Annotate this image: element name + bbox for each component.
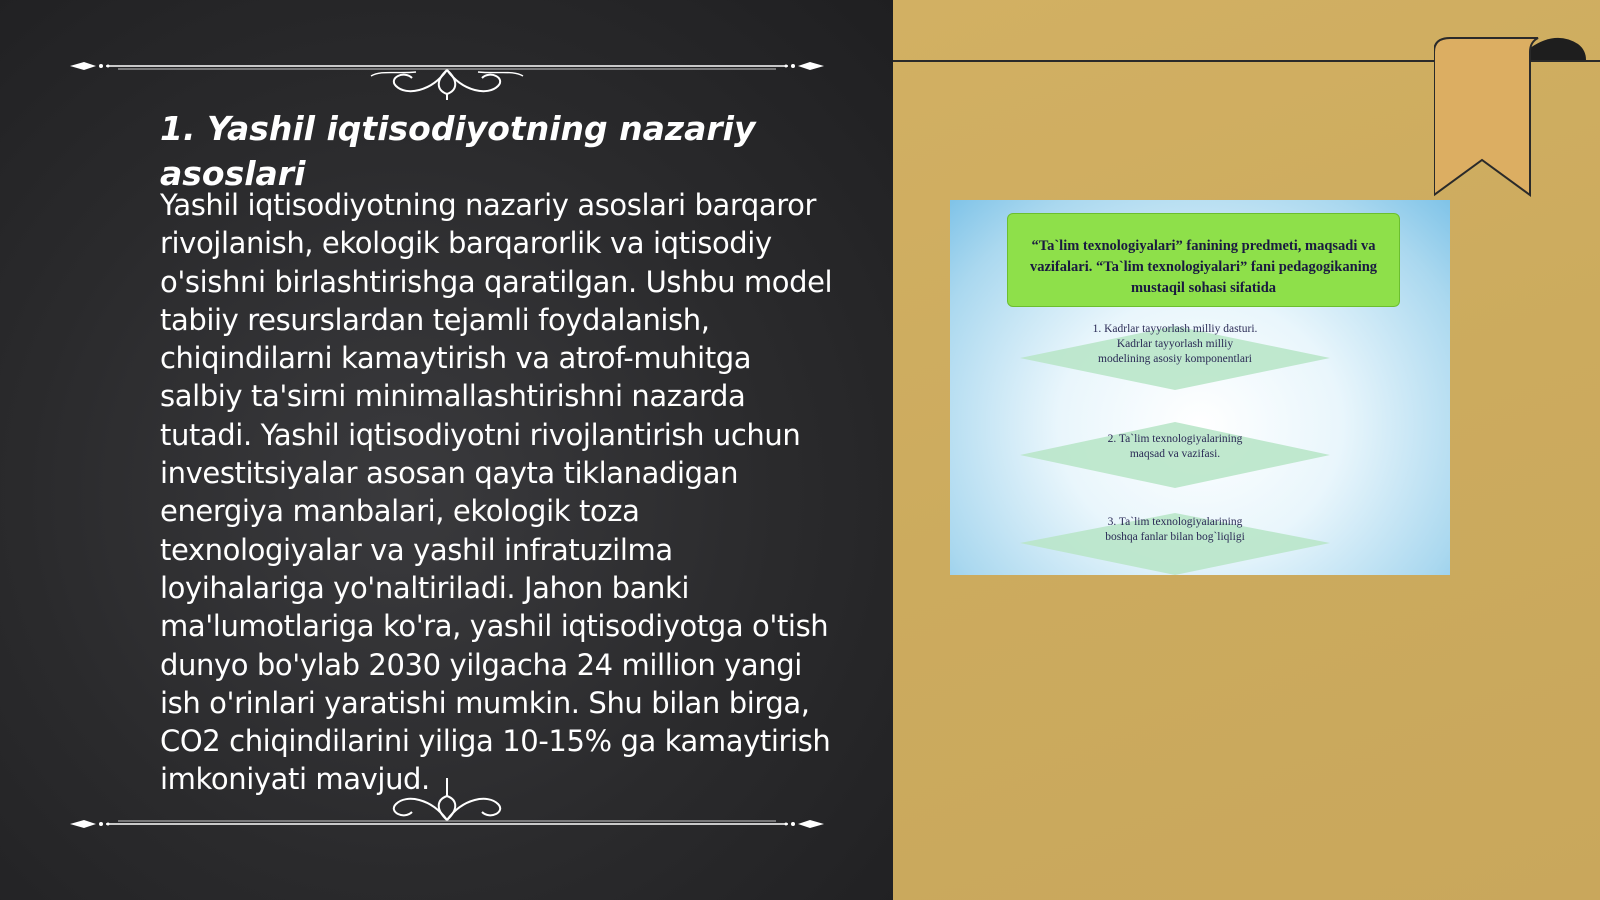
slide-body-text: Yashil iqtisodiyotning nazariy asoslari barqaror rivojlanish, ekologik barqarorlik va iqtisodiy o'sishni birlashtirishga qaratilgan. Ushbu model tabiiy resurslardan tejamli foydalanish, chiqindilarni kamaytirish va atrof-muhitga salbiy ta'sirni minimallashtirishni nazarda tutadi. Yashil iqtisodiyotni rivojlantirish uchun investitsiyalar asosan qayta tiklanadigan energiya manbalari, ekologik toza texnologiyalar va yashil infratuzilma loyihalariga yo'naltiriladi. Jahon banki ma'lumotlariga ko'ra, yashil iqtisodiyotga o'tish dunyo bo'ylab 2030 yilgacha 24 million yangi ish o'rinlari yaratishi mumkin. Shu bilan birga, CO2 chiqindilarini yiliga 10-15% ga kamaytirish imkoniyati mavjud. <box>160 188 833 797</box>
figure-item-label: 1. Kadrlar tayyorlash milliy dasturi. Kadrlar tayyorlash milliy modelining asosiy komponentlari <box>1092 323 1258 365</box>
slide-title: 1. Yashil iqtisodiyotning nazariy asoslari <box>160 109 756 193</box>
bookmark-ribbon-icon <box>1434 30 1594 200</box>
figure-item-3 <box>1020 505 1330 575</box>
top-ornament-divider <box>66 40 828 100</box>
figure-item-label: 2. Ta`lim texnologiyalarining maqsad va vazifasi. <box>1107 433 1243 460</box>
figure-item-label: 3. Ta`lim texnologiyalarining boshqa fanlar bilan bog`liqligi <box>1105 516 1245 543</box>
figure-item-2 <box>1020 410 1330 500</box>
figure-item-1 <box>1020 310 1330 400</box>
figure-header-box: “Ta`lim texnologiyalari” fanining predmeti, maqsadi va vazifalari. “Ta`lim texnologiyalari” fani pedagogikaning mustaqil sohasi sifatida <box>1007 213 1400 307</box>
embedded-slide-image <box>950 200 1450 575</box>
